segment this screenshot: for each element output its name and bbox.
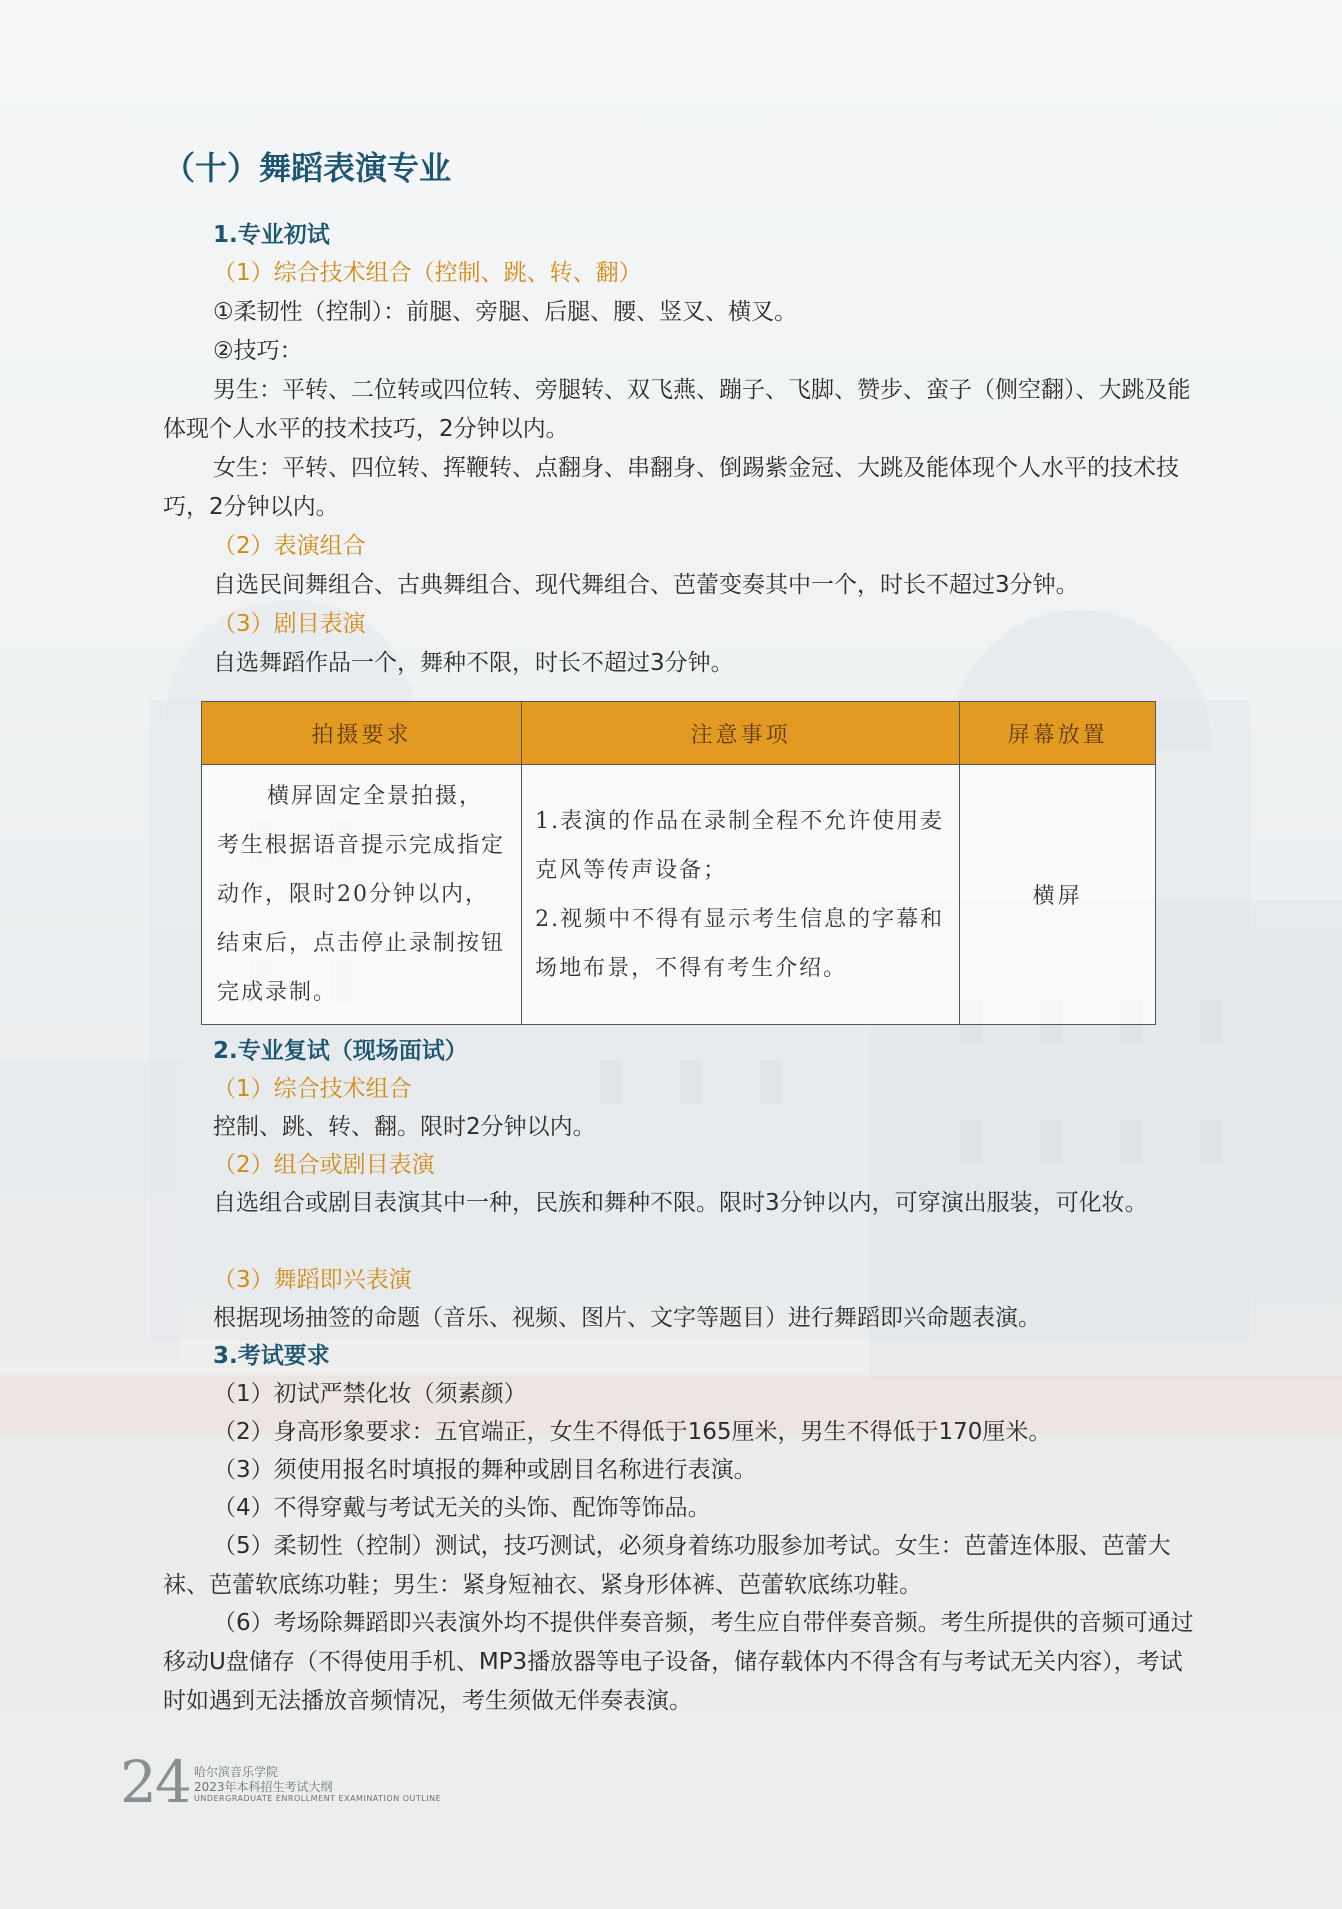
paragraph-combination: 自选组合或剧目表演其中一种，民族和舞种不限。限时3分钟以内，可穿演出服装，可化妆。 (213, 1190, 1148, 1216)
footer-doc-title: 2023年本科招生考试大纲 (194, 1780, 333, 1794)
requirement-item: （2）身高形象要求：五官端正，女生不得低于165厘米，男生不得低于170厘米。 (213, 1419, 1052, 1445)
screen-orientation: 横屏 (960, 765, 1156, 1025)
shooting-requirements: 横屏固定全景拍摄，考生根据语音提示完成指定动作，限时20分钟以内，结束后，点击停止录制按钮完成录制。 (217, 784, 506, 1005)
subheading-repertoire: （3）剧目表演 (213, 611, 366, 637)
footer-school: 哈尔滨音乐学院 (194, 1765, 279, 1779)
item-skills: ②技巧： (213, 338, 303, 364)
paragraph-female: 女生：平转、四位转、挥鞭转、点翻身、串翻身、倒踢紫金冠、大跳及能体现个人水平的技术技巧，2分钟以内。 (163, 455, 1179, 520)
heading-retest: 2.专业复试（现场面试） (213, 1038, 468, 1064)
text-technique: 控制、跳、转、翻。限时2分钟以内。 (213, 1114, 596, 1140)
item-flexibility: ①柔韧性（控制）：前腿、旁腿、后腿、腰、竖叉、横叉。 (213, 299, 798, 325)
requirement-item: （1）初试严禁化妆（须素颜） (213, 1381, 527, 1407)
heading-exam-requirements: 3.考试要求 (213, 1343, 330, 1369)
heading-preliminary: 1.专业初试 (213, 222, 330, 248)
subheading-technique: （1）综合技术组合（控制、跳、转、翻） (213, 260, 642, 286)
recording-requirements-table (201, 701, 1156, 1025)
footer-doc-title-en: UNDERGRADUATE ENROLLMENT EXAMINATION OUTLINE (194, 1794, 442, 1803)
paragraph-male: 男生：平转、二位转或四位转、旁腿转、双飞燕、蹦子、飞脚、赞步、蛮子（侧空翻）、大跳及能体现个人水平的技术技巧，2分钟以内。 (163, 377, 1191, 442)
subheading-performance: （2）表演组合 (213, 533, 366, 559)
note-line: 2.视频中不得有显示考生信息的字幕和场地布景，不得有考生介绍。 (535, 906, 945, 981)
subheading-technique: （1）综合技术组合 (213, 1076, 412, 1102)
table-header: 拍摄要求 (202, 702, 522, 765)
subheading-improvisation: （3）舞蹈即兴表演 (213, 1267, 412, 1293)
text-improvisation: 根据现场抽签的命题（音乐、视频、图片、文字等题目）进行舞蹈即兴命题表演。 (213, 1305, 1041, 1331)
requirement-item: （6）考场除舞蹈即兴表演外均不提供伴奏音频，考生应自带伴奏音频。考生所提供的音频可通过移动U盘储存（不得使用手机、MP3播放器等电子设备，储存载体内不得含有与考试无关内容），考试时如遇到无法播放音频情况，考生须做无伴奏表演。 (163, 1610, 1194, 1714)
section-title: （十）舞蹈表演专业 (163, 149, 452, 187)
table-cell (202, 765, 522, 1025)
text-repertoire: 自选舞蹈作品一个，舞种不限，时长不超过3分钟。 (213, 650, 734, 676)
requirement-item: （4）不得穿戴与考试无关的头饰、配饰等饰品。 (213, 1495, 711, 1521)
table-header: 屏幕放置 (960, 702, 1156, 765)
requirement-item: （5）柔韧性（控制）测试，技巧测试，必须身着练功服参加考试。女生：芭蕾连体服、芭蕾大袜、芭蕾软底练功鞋；男生：紧身短袖衣、紧身形体裤、芭蕾软底练功鞋。 (163, 1533, 1171, 1598)
page-number: 24 (120, 1748, 190, 1816)
text-performance: 自选民间舞组合、古典舞组合、现代舞组合、芭蕾变奏其中一个，时长不超过3分钟。 (213, 572, 1079, 598)
table-cell (522, 765, 960, 1025)
requirement-item: （3）须使用报名时填报的舞种或剧目名称进行表演。 (213, 1457, 757, 1483)
table-header: 注意事项 (522, 702, 960, 765)
subheading-combination: （2）组合或剧目表演 (213, 1152, 435, 1178)
note-line: 1.表演的作品在录制全程不允许使用麦克风等传声设备； (535, 808, 945, 883)
